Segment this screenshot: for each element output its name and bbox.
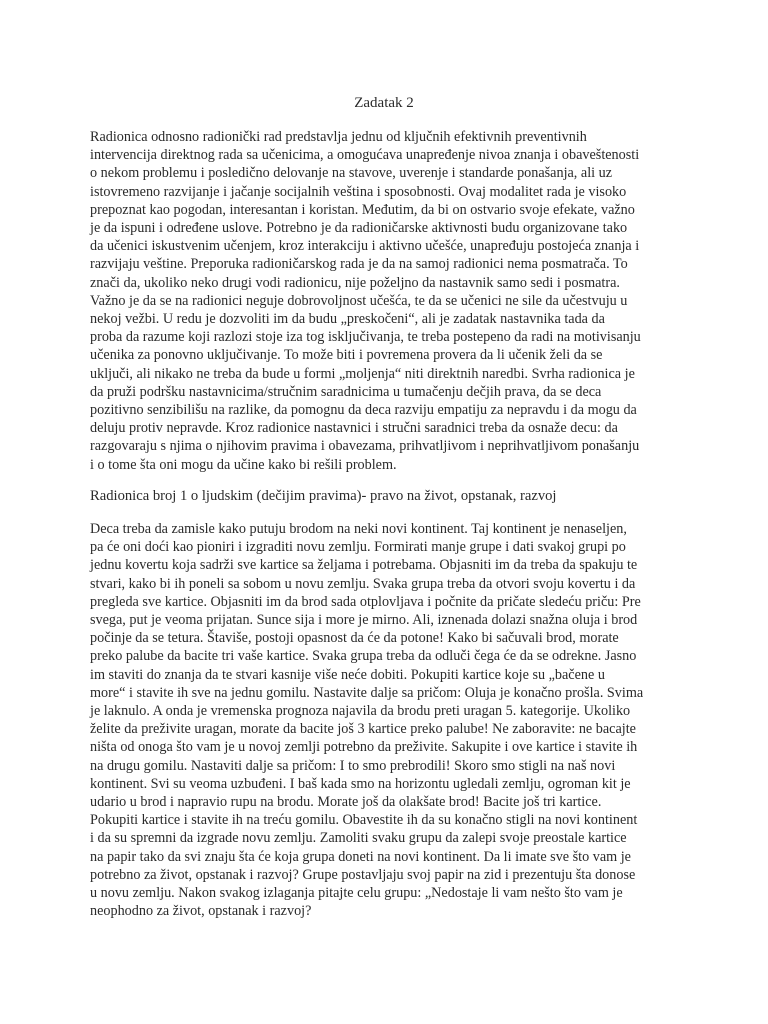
text-line: na drugu gomilu. Nastaviti dalje sa pričom: I to smo prebrodili! Skoro smo stigli na naš novi [90,757,616,774]
text-line: želite da preživite uragan, morate da bacite još 3 kartice preko palube! Ne zaboravite: ne bacajte [90,721,636,738]
text-line: učenika za ponovno uključivanje. To može biti i povremena provera da li učenik želi da se [90,347,603,364]
text-line: Radionica odnosno radionički rad predstavlja jednu od ključnih efektivnih preventivnih [90,129,587,145]
text-line: intervencija direktnog rada sa učenicima, a omogućava unapređenje nivoa znanja i obaveštenosti [90,147,640,164]
text-line: razvijaju veštine. Preporuka radioničarskog rada je da na samoj radionici nema posmatrača. To [90,256,628,273]
text-line: pa će oni doći kao pioniri i izgraditi novu zemlju. Formirati manje grupe i dati svakoj grupi po [90,539,626,556]
text-line: Pokupiti kartice i stavite ih na treću gomilu. Obavestite ih da su konačno stigli na novi kontinent [90,812,638,829]
intro-paragraph [90,128,690,474]
text-line: prepoznat kao pogodan, interesantan i koristan. Međutim, da bi on ostvario svoje efekate, važno [90,201,635,218]
text-line: istovremeno razvijanje i jačanje socijalnih veština i sposobnosti. Ovaj modalitet rada je visoko [90,183,627,200]
text-line: jednu kovertu koja sadrži sve kartice sa željama i potrebama. Objasniti im da treba da spakuju te [90,557,638,574]
section-heading: Radionica broj 1 o ljudskim (dečijim pravima)- pravo na život, opstanak, razvoj [90,488,557,504]
text-line: pregleda sve kartice. Objasniti im da brod sada otplovljava i počnite da pričate sledeću priču: Pre [90,593,641,610]
text-line: uključi, ali nikako ne treba da bude u formi „moljenja“ niti direktnih naredbi. Svrha radionica je [90,365,635,382]
document-title: Zadatak 2 [354,95,414,111]
text-line: udario u brod i napravio rupu na brodu. Morate još da olakšate brod! Bacite još tri kartice. [90,794,602,811]
text-line: pozitivno senzibilišu na razlike, da pomognu da deca razviju empatiju za nepravdu i da mogu da [90,402,637,419]
text-line: razgovaraju s njima o njihovim pravima i obavezama, prihvatljivom i neprihvatljivom ponašanju [90,438,640,455]
text-line: i o tome šta oni mogu da učine kako bi rešili problem. [90,456,397,473]
text-line: o nekom problemu i posledično delovanje na stavove, uverenje i standarde ponašanja, ali uz [90,165,613,182]
text-line: deluju protiv nepravde. Kroz radionice nastavnici i stručni saradnici treba da osnaže decu: da [90,420,618,437]
story-paragraph [90,520,690,920]
text-line: u novu zemlju. Nakon svakog izlaganja pitajte celu grupu: „Nedostaje li vam nešto što vam je [90,885,623,902]
text-line: stvari, kako bi ih poneli sa sobom u novu zemlju. Svaka grupa treba da otvori svoju kovertu i da [90,575,636,592]
text-line: preko palube da bacite tri vaše kartice. Svaka grupa treba da odluči čega će da se odrekne. Jasno [90,648,637,665]
text-line: ništa od onoga što vam je u novoj zemlji potrebno da preživite. Sakupite i ove kartice i stavite ih [90,739,638,756]
text-line: Važno je da se na radionici neguje dobrovoljnost učešća, te da se učenici ne sile da učestvuju u [90,292,628,309]
text-line: i da su spremni da izgrade novu zemlju. Zamoliti svaku grupu da zalepi svoje preostale kartice [90,830,627,847]
text-line: im staviti do znanja da te stvari kasnije više neće dobiti. Pokupiti kartice koje su „bačene u [90,666,605,683]
text-line: neophodno za život, opstanak i razvoj? [90,903,312,920]
text-line: počinje da se tetura. Štaviše, postoji opasnost da će da potone! Kako bi sačuvali brod, morate [90,630,619,647]
text-line: Deca treba da zamisle kako putuju brodom na neki novi kontinent. Taj kontinent je nenaseljen, [90,521,627,537]
text-line: more“ i stavite ih sve na jednu gomilu. Nastavite dalje sa pričom: Oluja je konačno prošla. Svima [90,684,644,701]
text-line: potrebno za život, opstanak i razvoj? Grupe postavljaju svoj papir na zid i prezentuju šta donose [90,866,636,883]
text-line: da pruži podršku nastavnicima/stručnim saradnicima u tumačenju dečjih prava, da se deca [90,383,602,400]
text-line: je da ispuni i određene uslove. Potrebno je da radioničarske aktivnosti budu organizovane tako [90,220,628,237]
text-line: da učenici iskustvenim učenjem, kroz interakciju i aktivno učešće, unapređuju postojeća znanja i [90,238,640,255]
text-line: svega, put je veoma prijatan. Sunce sija i more je mirno. Ali, iznenada dolazi snažna oluja i brod [90,612,638,629]
text-line: nekoj vežbi. U redu je dozvoliti im da budu „preskočeni“, ali je zadatak nastavnika tada da [90,311,605,328]
text-line: je laknulo. A onda je vremenska prognoza najavila da brodu preti uragan 5. kategorije. Ukoliko [90,703,631,720]
text-line: kontinent. Svi su veoma uzbuđeni. I baš kada smo na horizontu ugledali zemlju, ogroman kit je [90,775,631,792]
text-line: proba da razume koji razlozi stoje iza tog isključivanja, te treba postepeno da radi na motivisanju [90,329,641,346]
text-line: znači da, ukoliko neko drugi vodi radionicu, nije poželjno da nastavnik samo sedi i posmatra. [90,274,620,291]
text-line: na papir tako da svi znaju šta će koja grupa doneti na novi kontinent. Da li imate sve što vam je [90,848,631,865]
